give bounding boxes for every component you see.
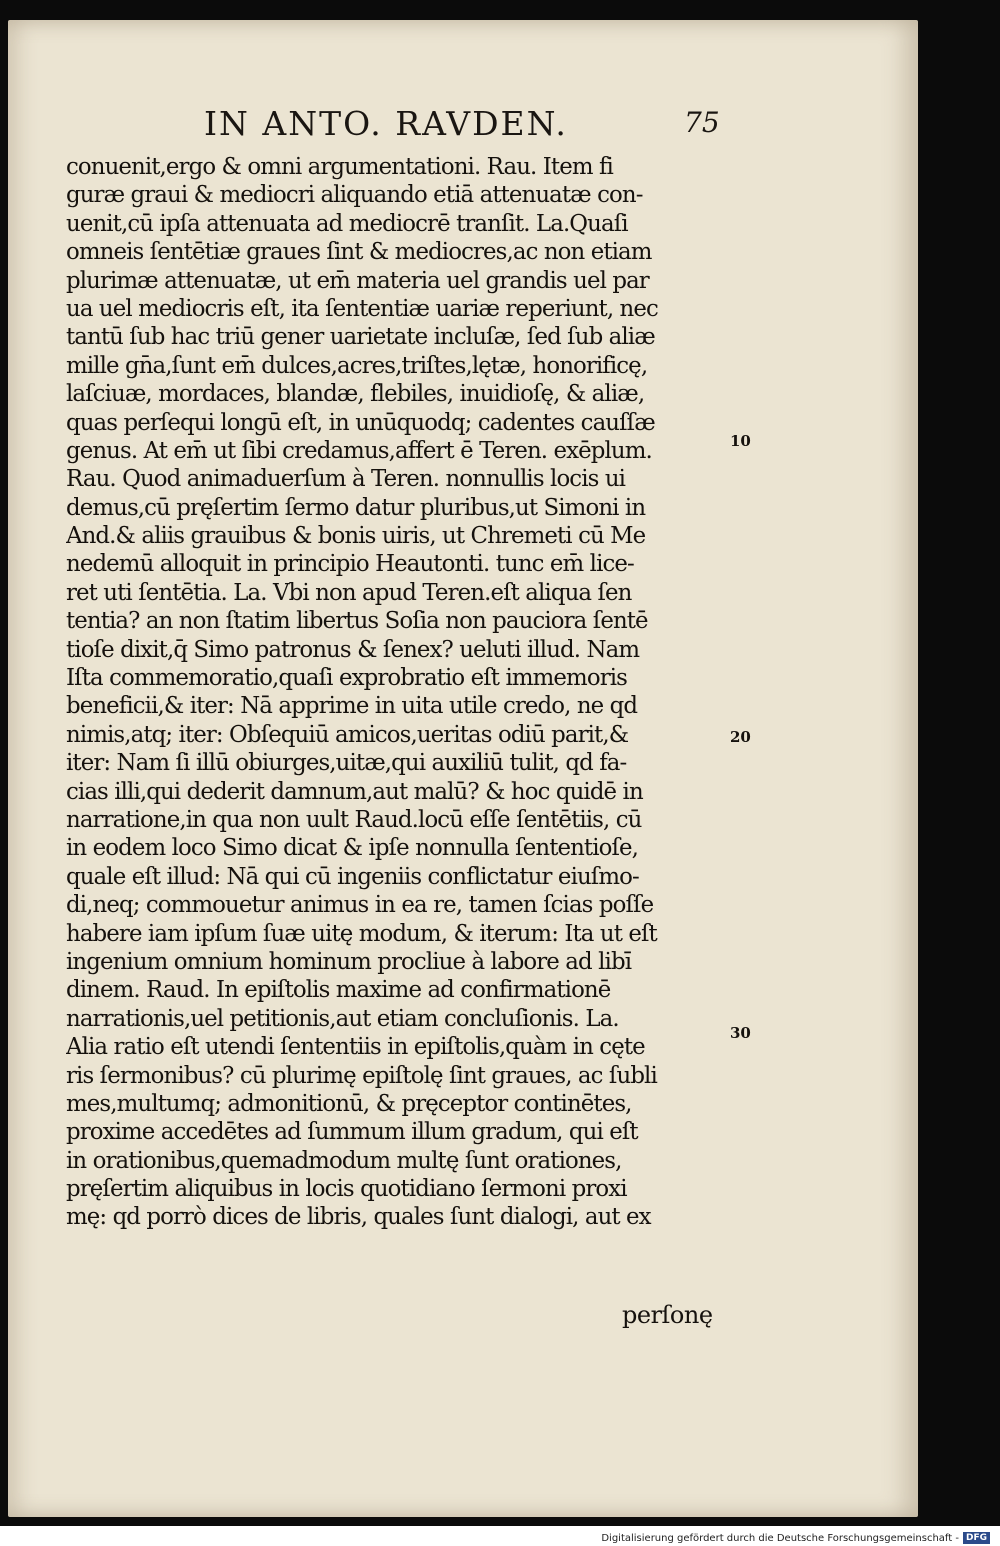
text-line: genus. At em̄ ut ſibi credamus,affert ē Teren. exēplum. (66, 437, 652, 464)
text-line: pręſertim aliquibus in locis quotidiano ſermoni proxi (66, 1176, 627, 1203)
text-line: mę: qd porrò dices de libris, quales ſunt dialogi, aut ex (66, 1204, 651, 1231)
running-head: IN ANTO. RAVDEN. (204, 104, 568, 143)
text-line: omneis ſentētiæ graues ſint & mediocres,ac non etiam (66, 239, 652, 266)
funding-credit-text: Digitalisierung gefördert durch die Deutsche Forschungsgemeinschaft - (601, 1532, 959, 1544)
text-line: in eodem loco Simo dicat & ipſe nonnulla ſententioſe, (66, 835, 639, 862)
text-line: tantū ſub hac triū gener uarietate incluſæ, ſed ſub aliæ (66, 324, 655, 351)
footer-credit (601, 1531, 990, 1545)
text-line: demus,cū pręſertim ſermo datur pluribus,ut Simoni in (66, 494, 646, 521)
text-line: And.& aliis grauibus & bonis uiris, ut Chremeti cū Me (66, 523, 646, 550)
text-line: mes,multumq; admonitionū, & pręceptor continētes, (66, 1090, 632, 1117)
text-line: tioſe dixit,q̄ Simo patronus & ſenex? ueluti illud. Nam (66, 636, 640, 663)
text-line: nimis,atq; iter: Obſequiū amicos,ueritas odiū parit,& (66, 721, 629, 748)
text-line: habere iam ipſum ſuæ uitę modum, & iterum: Ita ut eſt (66, 920, 657, 947)
text-line: ret uti ſentētia. La. Vbi non apud Teren.eſt aliqua ſen (66, 579, 632, 606)
text-line: quale eſt illud: Nā qui cū ingeniis conflictatur eiuſmo- (66, 863, 639, 890)
text-line: Iſta commemoratio,quaſi exprobratio eſt immemoris (66, 665, 627, 692)
text-line: cias illi,qui dederit damnum,aut malū? & hoc quidē in (66, 778, 643, 805)
text-line: narrationis,uel petitionis,aut etiam concluſionis. La. (66, 1005, 619, 1032)
text-line: dinem. Raud. In epiſtolis maxime ad confirmationē (66, 977, 611, 1004)
text-line: uenit,cū ipſa attenuata ad mediocrē tranſit. La.Quaſi (66, 210, 628, 237)
book-page (8, 20, 918, 1517)
text-line: tentia? an non ſtatim libertus Soſia non pauciora ſentē (66, 608, 648, 635)
text-line: ris ſermonibus? cū plurimę epiſtolę ſint graues, ac ſubli (66, 1062, 657, 1089)
margin-line-number: 30 (730, 1024, 751, 1042)
margin-line-number: 10 (730, 432, 751, 450)
dfg-logo: DFG (963, 1532, 990, 1544)
text-line: laſciuæ, mordaces, blandæ, flebiles, inuidioſę, & aliæ, (66, 381, 645, 408)
text-line: mille gn̄a,ſunt em̄ dulces,acres,triſtes,lętæ, honorificę, (66, 352, 648, 379)
page-number: 75 (684, 106, 720, 139)
text-line: ua uel mediocris eſt, ita ſententiæ uariæ reperiunt, nec (66, 295, 658, 322)
text-line: in orationibus,quemadmodum multę ſunt orationes, (66, 1147, 622, 1174)
text-line: di,neq; commouetur animus in ea re, tamen ſcias poſſe (66, 892, 654, 919)
text-line: nedemū alloquit in principio Heautonti. tunc em̄ lice- (66, 551, 634, 578)
catchword: perſonę (622, 1301, 713, 1329)
text-line: plurimæ attenuatæ, ut em̄ materia uel grandis uel par (66, 267, 649, 294)
text-line: proxime accedētes ad ſummum illum gradum, qui eſt (66, 1119, 638, 1146)
text-line: narratione,in qua non uult Raud.locū eſſe ſentētiis, cū (66, 806, 642, 833)
margin-line-number: 20 (730, 728, 751, 746)
text-line: ingenium omnium hominum procliue à labore ad libī (66, 948, 632, 975)
text-line: Alia ratio eſt utendi ſententiis in epiſtolis,quàm in cęte (66, 1034, 645, 1061)
body-text (66, 153, 734, 1232)
text-line: quas perſequi longū eſt, in unūquodq; cadentes cauſſæ (66, 409, 655, 436)
text-line: beneficii,& iter: Nā apprime in uita utile credo, ne qd (66, 693, 638, 720)
text-line: Rau. Quod animaduerſum à Teren. nonnullis locis ui (66, 466, 626, 493)
text-line: iter: Nam ſi illū obiurges,uitæ,qui auxiliū tulit, qd fa- (66, 750, 627, 777)
text-line: conuenit,ergo & omni argumentationi. Rau. Item fi (66, 154, 613, 180)
text-line: guræ graui & mediocri aliquando etiā attenuatæ con- (66, 182, 643, 209)
